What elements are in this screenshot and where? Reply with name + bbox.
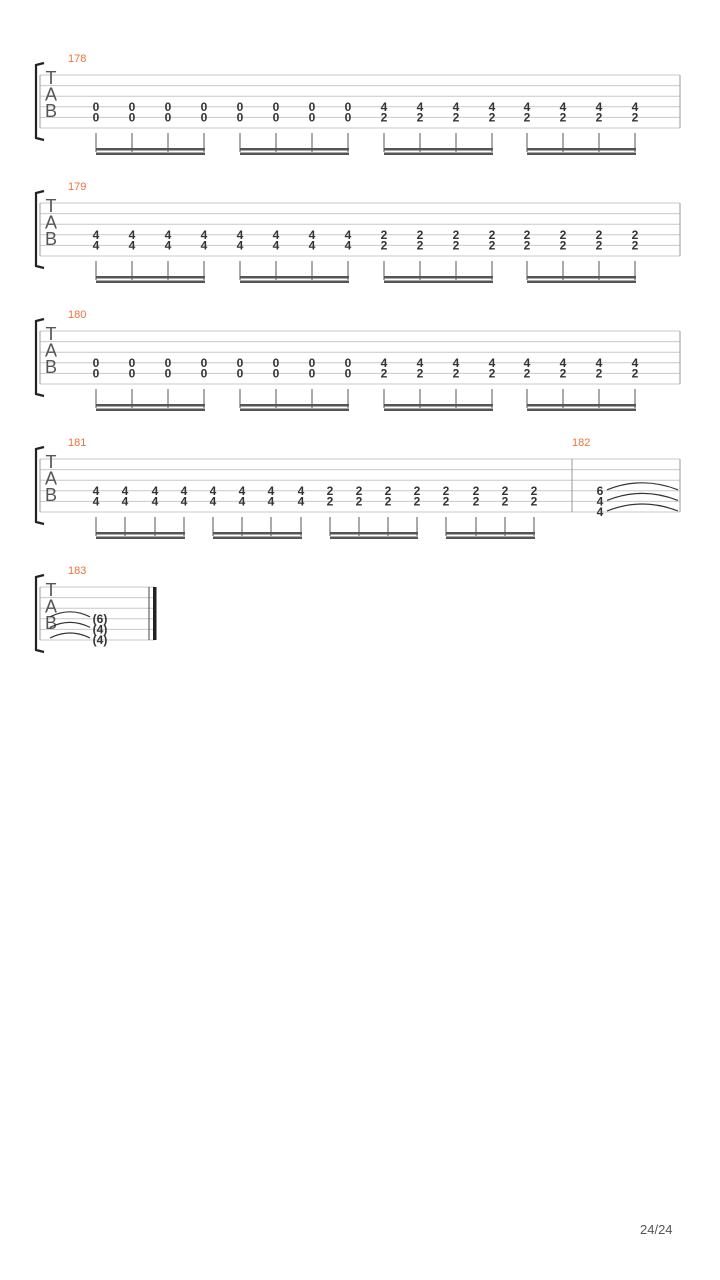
beam bbox=[384, 409, 493, 412]
fret-number: 4 bbox=[596, 494, 604, 509]
fret-number: 2 bbox=[384, 483, 392, 498]
fret-number: 4 bbox=[267, 483, 275, 498]
fret-number: 2 bbox=[559, 110, 567, 125]
fret-number: 2 bbox=[380, 238, 388, 253]
fret-number: (4) bbox=[92, 622, 108, 637]
tab-clef-letter: B bbox=[44, 357, 58, 377]
fret-number: 0 bbox=[308, 99, 316, 114]
fret-number: 4 bbox=[92, 483, 100, 498]
fret-number: 2 bbox=[523, 227, 531, 242]
fret-number: 0 bbox=[200, 355, 208, 370]
fret-number: 4 bbox=[595, 355, 603, 370]
tie-arc bbox=[607, 504, 678, 511]
tie-arc bbox=[607, 493, 678, 500]
beam bbox=[240, 281, 349, 284]
fret-number: 0 bbox=[236, 366, 244, 381]
measure-number: 180 bbox=[68, 309, 87, 321]
fret-number: 4 bbox=[267, 494, 275, 509]
beam bbox=[240, 409, 349, 412]
beam bbox=[213, 537, 302, 540]
fret-number: 0 bbox=[272, 110, 280, 125]
fret-number: 2 bbox=[488, 227, 496, 242]
fret-number: 0 bbox=[308, 366, 316, 381]
fret-number: 4 bbox=[209, 494, 217, 509]
beam bbox=[384, 404, 493, 407]
tab-clef-letter: B bbox=[44, 485, 58, 505]
fret-number: 2 bbox=[488, 238, 496, 253]
fret-number: 4 bbox=[238, 494, 246, 509]
tab-system bbox=[36, 437, 680, 539]
beam bbox=[240, 153, 349, 156]
beam bbox=[213, 532, 302, 535]
fret-number: 4 bbox=[236, 227, 244, 242]
tab-clef-letter: T bbox=[45, 68, 57, 88]
fret-number: 4 bbox=[272, 227, 280, 242]
tab-clef-letter: A bbox=[44, 340, 58, 361]
fret-number: 2 bbox=[380, 366, 388, 381]
fret-number: 2 bbox=[413, 483, 421, 498]
beam bbox=[330, 537, 418, 540]
fret-number: 2 bbox=[452, 227, 460, 242]
fret-number: 0 bbox=[344, 366, 352, 381]
fret-number: 2 bbox=[501, 494, 509, 509]
beam bbox=[527, 148, 636, 151]
fret-number: 2 bbox=[416, 238, 424, 253]
fret-number: 2 bbox=[523, 366, 531, 381]
fret-number: 2 bbox=[442, 483, 450, 498]
fret-number: 2 bbox=[523, 110, 531, 125]
fret-number: 2 bbox=[631, 366, 639, 381]
beam bbox=[527, 281, 636, 284]
fret-number: 4 bbox=[200, 227, 208, 242]
measure-number: 182 bbox=[572, 437, 591, 449]
beam bbox=[384, 281, 493, 284]
fret-number: 0 bbox=[92, 366, 100, 381]
fret-number: 2 bbox=[595, 238, 603, 253]
fret-number: 4 bbox=[308, 238, 316, 253]
fret-number: 4 bbox=[308, 227, 316, 242]
fret-number: 4 bbox=[121, 494, 129, 509]
fret-number: 0 bbox=[272, 355, 280, 370]
measure-number: 181 bbox=[68, 437, 87, 449]
tab-clef-letter: B bbox=[44, 229, 58, 249]
fret-number: 0 bbox=[128, 110, 136, 125]
tab-clef-letter: B bbox=[44, 101, 58, 121]
tab-clef-letter: B bbox=[44, 613, 58, 633]
fret-number: 6 bbox=[596, 483, 604, 498]
measure-number: 179 bbox=[68, 181, 87, 193]
fret-number: 4 bbox=[380, 355, 388, 370]
fret-number: 2 bbox=[530, 483, 538, 498]
fret-number: 0 bbox=[92, 110, 100, 125]
fret-number: 0 bbox=[200, 99, 208, 114]
fret-number: 4 bbox=[559, 355, 567, 370]
fret-number: 2 bbox=[501, 483, 509, 498]
tab-clef-letter: T bbox=[45, 580, 57, 600]
fret-number: 2 bbox=[530, 494, 538, 509]
fret-number: 2 bbox=[442, 494, 450, 509]
fret-number: 4 bbox=[180, 494, 188, 509]
fret-number: 4 bbox=[559, 99, 567, 114]
fret-number: 2 bbox=[413, 494, 421, 509]
beam bbox=[96, 537, 185, 540]
fret-number: 4 bbox=[92, 238, 100, 253]
fret-number: 2 bbox=[452, 238, 460, 253]
fret-number: 2 bbox=[380, 110, 388, 125]
tab-system bbox=[36, 565, 157, 652]
fret-number: 2 bbox=[595, 366, 603, 381]
fret-number: 2 bbox=[488, 366, 496, 381]
fret-number: 4 bbox=[297, 483, 305, 498]
beam bbox=[384, 148, 493, 151]
fret-number: 4 bbox=[121, 483, 129, 498]
fret-number: 0 bbox=[200, 366, 208, 381]
beam bbox=[384, 276, 493, 279]
beam bbox=[240, 148, 349, 151]
fret-number: 2 bbox=[380, 227, 388, 242]
fret-number: 4 bbox=[416, 355, 424, 370]
fret-number: 0 bbox=[344, 110, 352, 125]
tab-clef-letter: T bbox=[45, 324, 57, 344]
fret-number: 4 bbox=[151, 494, 159, 509]
fret-number: 2 bbox=[416, 227, 424, 242]
fret-number: 4 bbox=[344, 227, 352, 242]
fret-number: 0 bbox=[272, 99, 280, 114]
fret-number: 0 bbox=[128, 366, 136, 381]
fret-number: 2 bbox=[559, 238, 567, 253]
beam bbox=[96, 409, 205, 412]
fret-number: 2 bbox=[452, 110, 460, 125]
fret-number: 2 bbox=[416, 366, 424, 381]
fret-number: 0 bbox=[164, 110, 172, 125]
fret-number: 4 bbox=[416, 99, 424, 114]
fret-number: 2 bbox=[631, 238, 639, 253]
fret-number: 4 bbox=[488, 355, 496, 370]
tab-system bbox=[36, 181, 680, 283]
tab-system bbox=[36, 53, 680, 155]
fret-number: 4 bbox=[92, 494, 100, 509]
fret-number: 4 bbox=[523, 355, 531, 370]
fret-number: 4 bbox=[151, 483, 159, 498]
final-barline-thick bbox=[153, 587, 157, 640]
fret-number: 4 bbox=[164, 227, 172, 242]
tab-clef-letter: A bbox=[44, 84, 58, 105]
fret-number: 0 bbox=[128, 355, 136, 370]
fret-number: 2 bbox=[416, 110, 424, 125]
tab-clef-letter: A bbox=[44, 468, 58, 489]
fret-number: 0 bbox=[92, 355, 100, 370]
fret-number: 2 bbox=[488, 110, 496, 125]
beam bbox=[96, 276, 205, 279]
tie-arc bbox=[50, 633, 90, 638]
beam bbox=[527, 409, 636, 412]
fret-number: 4 bbox=[92, 227, 100, 242]
beam bbox=[446, 532, 535, 535]
beam bbox=[330, 532, 418, 535]
beam bbox=[96, 281, 205, 284]
fret-number: 2 bbox=[631, 110, 639, 125]
page-number: 24/24 bbox=[640, 1222, 673, 1237]
fret-number: 4 bbox=[595, 99, 603, 114]
beam bbox=[384, 153, 493, 156]
fret-number: 0 bbox=[236, 99, 244, 114]
fret-number: 4 bbox=[344, 238, 352, 253]
fret-number: 4 bbox=[452, 355, 460, 370]
beam bbox=[527, 404, 636, 407]
fret-number: 4 bbox=[596, 505, 604, 519]
fret-number: 0 bbox=[164, 366, 172, 381]
fret-number: 0 bbox=[344, 355, 352, 370]
fret-number: 4 bbox=[128, 238, 136, 253]
fret-number: 4 bbox=[523, 99, 531, 114]
fret-number: 4 bbox=[452, 99, 460, 114]
fret-number: 4 bbox=[631, 355, 639, 370]
beam bbox=[527, 153, 636, 156]
beam bbox=[527, 276, 636, 279]
fret-number: 0 bbox=[92, 99, 100, 114]
fret-number: 2 bbox=[595, 110, 603, 125]
fret-number: 2 bbox=[559, 366, 567, 381]
fret-number: 0 bbox=[164, 99, 172, 114]
fret-number: 4 bbox=[164, 238, 172, 253]
fret-number: 4 bbox=[238, 483, 246, 498]
fret-number: 0 bbox=[236, 355, 244, 370]
fret-number: 4 bbox=[236, 238, 244, 253]
measure-number: 178 bbox=[68, 53, 87, 65]
fret-number: 0 bbox=[128, 99, 136, 114]
beam bbox=[446, 537, 535, 540]
fret-number: 4 bbox=[272, 238, 280, 253]
fret-number: 4 bbox=[488, 99, 496, 114]
fret-number: 4 bbox=[180, 483, 188, 498]
beam bbox=[96, 532, 185, 535]
tab-clef-letter: T bbox=[45, 196, 57, 216]
fret-number: 0 bbox=[272, 366, 280, 381]
beam bbox=[240, 276, 349, 279]
fret-number: 2 bbox=[452, 366, 460, 381]
fret-number: 2 bbox=[355, 494, 363, 509]
fret-number: 0 bbox=[200, 110, 208, 125]
measure-number: 183 bbox=[68, 565, 87, 577]
tab-system bbox=[36, 309, 680, 411]
fret-number: 2 bbox=[472, 494, 480, 509]
fret-number: 2 bbox=[326, 494, 334, 509]
fret-number: 2 bbox=[595, 227, 603, 242]
beam bbox=[96, 148, 205, 151]
fret-number: 0 bbox=[236, 110, 244, 125]
fret-number: 0 bbox=[344, 99, 352, 114]
fret-number: 4 bbox=[200, 238, 208, 253]
fret-number: 4 bbox=[380, 99, 388, 114]
fret-number: 4 bbox=[128, 227, 136, 242]
tab-clef-letter: T bbox=[45, 452, 57, 472]
fret-number: 0 bbox=[308, 355, 316, 370]
fret-number: 2 bbox=[384, 494, 392, 509]
fret-number: 2 bbox=[631, 227, 639, 242]
fret-number: 2 bbox=[355, 483, 363, 498]
fret-number: 4 bbox=[297, 494, 305, 509]
fret-number: (6) bbox=[92, 611, 108, 626]
beam bbox=[96, 404, 205, 407]
beam bbox=[96, 153, 205, 156]
tab-clef-letter: A bbox=[44, 212, 58, 233]
fret-number: 2 bbox=[472, 483, 480, 498]
fret-number: 2 bbox=[559, 227, 567, 242]
beam bbox=[240, 404, 349, 407]
fret-number: (4) bbox=[92, 633, 108, 647]
fret-number: 2 bbox=[523, 238, 531, 253]
fret-number: 4 bbox=[209, 483, 217, 498]
tie-arc bbox=[607, 483, 678, 490]
fret-number: 4 bbox=[631, 99, 639, 114]
fret-number: 0 bbox=[164, 355, 172, 370]
fret-number: 0 bbox=[308, 110, 316, 125]
tab-clef-letter: A bbox=[44, 596, 58, 617]
fret-number: 2 bbox=[326, 483, 334, 498]
